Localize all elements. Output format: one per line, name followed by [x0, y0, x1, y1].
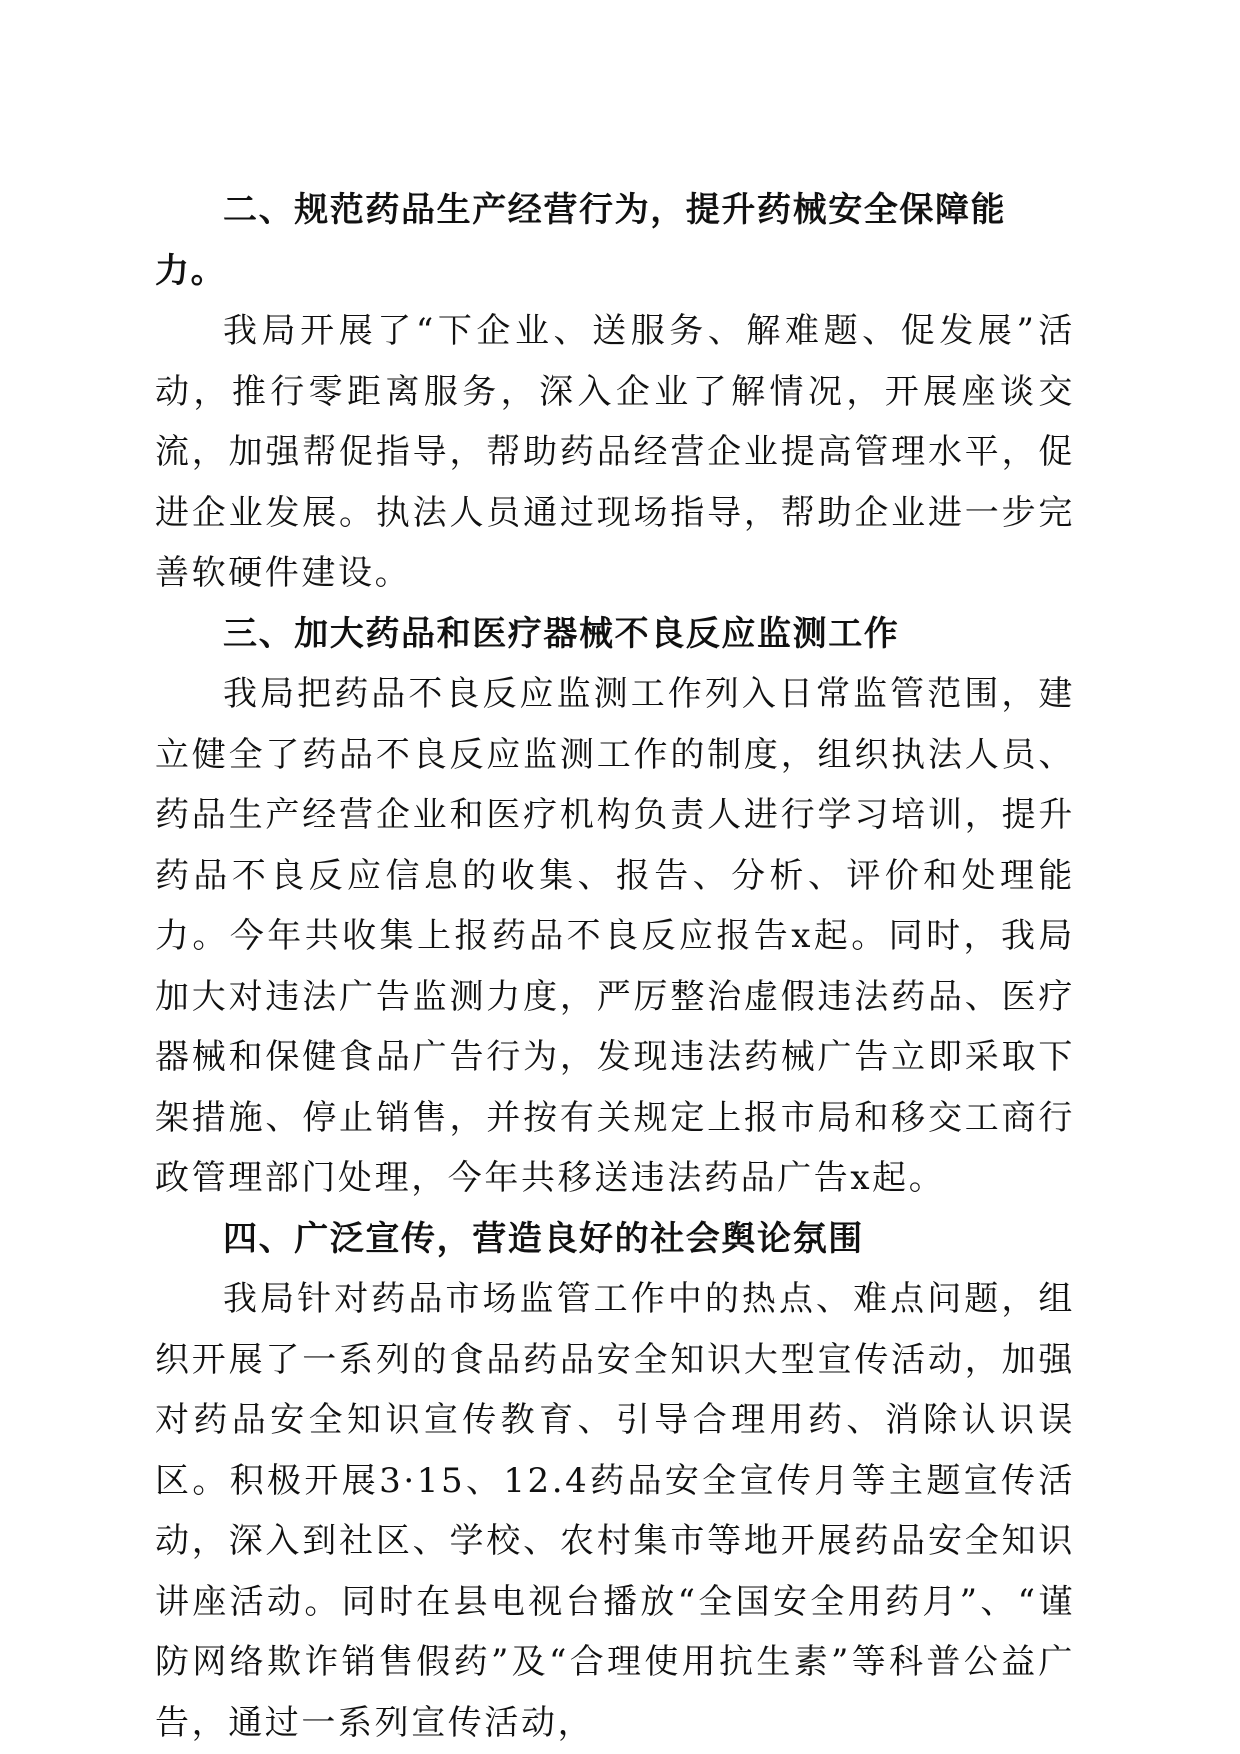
section-heading-2: 二、规范药品生产经营行为，提升药械安全保障能力。 — [155, 190, 1007, 291]
document-body — [155, 180, 1075, 1753]
section-paragraph-4: 我局针对药品市场监管工作中的热点、难点问题，组织开展了一系列的食品药品安全知识大型宣传活动，加强对药品安全知识宣传教育、引导合理用药、消除认识误区。积极开展3·15、12.4药品安全宣传月等主题宣传活动，深入到社区、学校、农村集市等地开展药品安全知识讲座活动。同时在县电视台播放“全国安全用药月”、“谨防网络欺诈销售假药”及“合理使用抗生素”等科普公益广告，通过一系列宣传活动， — [155, 1279, 1075, 1743]
section-paragraph-2: 我局开展了“下企业、送服务、解难题、促发展”活动，推行零距离服务，深入企业了解情况，开展座谈交流，加强帮促指导，帮助药品经营企业提高管理水平，促进企业发展。执法人员通过现场指导，帮助企业进一步完善软硬件建设。 — [155, 311, 1075, 593]
section-heading-3: 三、加大药品和医疗器械不良反应监测工作 — [223, 613, 900, 654]
section-paragraph-3: 我局把药品不良反应监测工作列入日常监管范围，建立健全了药品不良反应监测工作的制度，组织执法人员、药品生产经营企业和医疗机构负责人进行学习培训，提升药品不良反应信息的收集、报告、分析、评价和处理能力。今年共收集上报药品不良反应报告x起。同时，我局加大对违法广告监测力度，严厉整治虚假违法药品、医疗器械和保健食品广告行为，发现违法药械广告立即采取下架措施、停止销售，并按有关规定上报市局和移交工商行政管理部门处理，今年共移送违法药品广告x起。 — [155, 674, 1075, 1198]
section-heading-4: 四、广泛宣传，营造良好的社会舆论氛围 — [223, 1218, 864, 1259]
